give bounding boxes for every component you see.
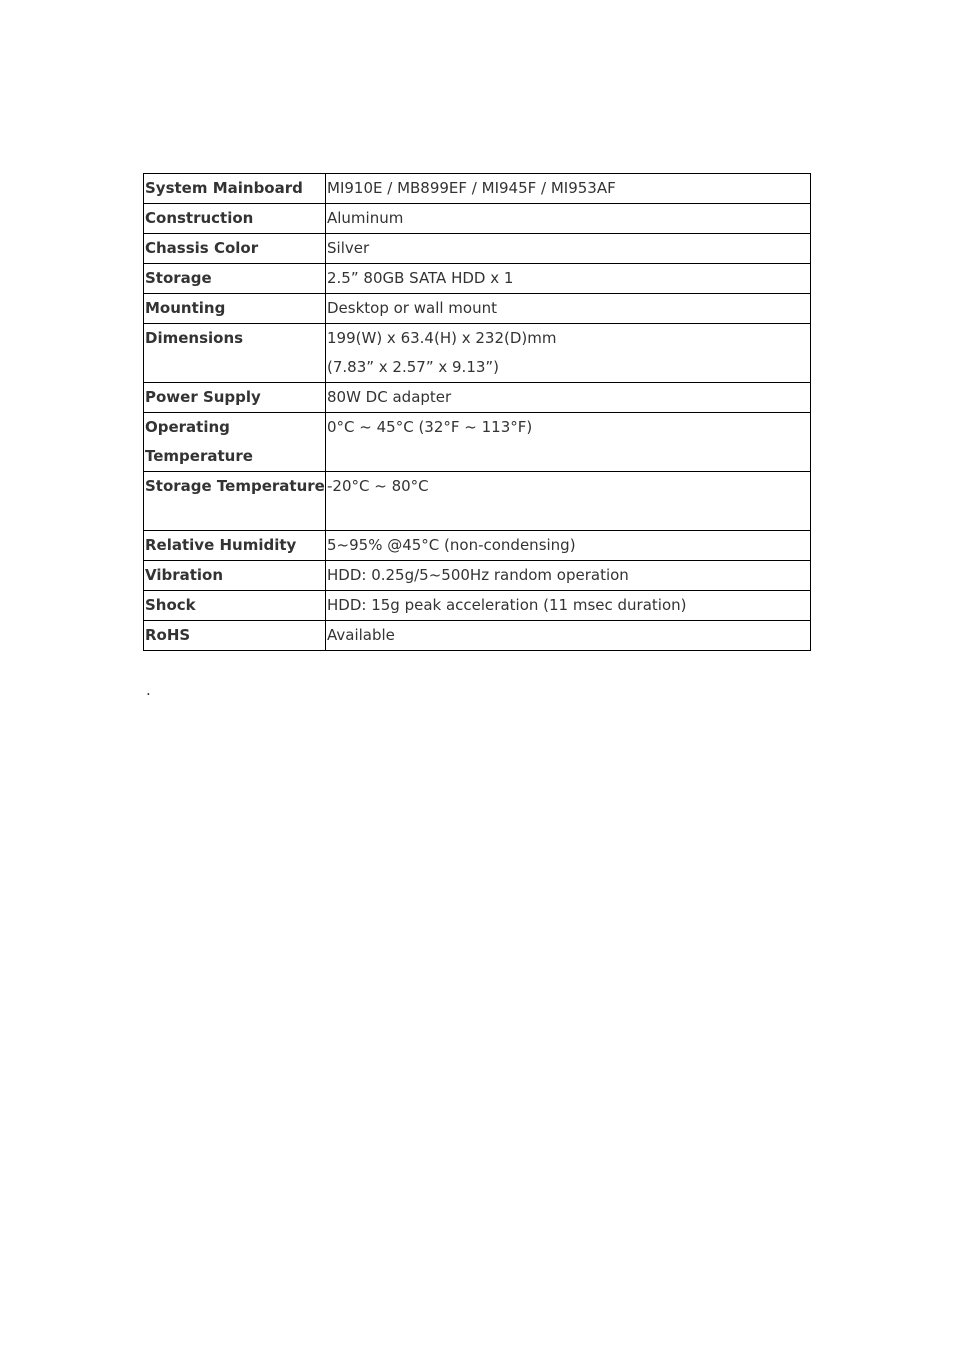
table-row xyxy=(144,234,811,264)
spec-label: Vibration xyxy=(144,561,326,591)
spec-label: System Mainboard xyxy=(144,174,326,204)
spec-value: -20°C ~ 80°C xyxy=(326,472,811,531)
spec-label: Dimensions xyxy=(144,324,326,383)
spec-value: MI910E / MB899EF / MI945F / MI953AF xyxy=(326,174,811,204)
spec-label: Relative Humidity xyxy=(144,531,326,561)
spec-value: 80W DC adapter xyxy=(326,383,811,413)
table-row xyxy=(144,174,811,204)
table-row xyxy=(144,413,811,472)
table-row xyxy=(144,472,811,531)
spec-value: Silver xyxy=(326,234,811,264)
table-row xyxy=(144,591,811,621)
spec-label: Storage xyxy=(144,264,326,294)
spec-label: Mounting xyxy=(144,294,326,324)
spec-value: Aluminum xyxy=(326,204,811,234)
table-row xyxy=(144,561,811,591)
table-row xyxy=(144,294,811,324)
spec-label: Storage Temperature xyxy=(144,472,326,531)
spec-value: HDD: 0.25g/5~500Hz random operation xyxy=(326,561,811,591)
table-row xyxy=(144,264,811,294)
spec-label: Chassis Color xyxy=(144,234,326,264)
trailing-text: . xyxy=(146,681,151,699)
table-row xyxy=(144,621,811,651)
spec-value: HDD: 15g peak acceleration (11 msec duration) xyxy=(326,591,811,621)
spec-value: Desktop or wall mount xyxy=(326,294,811,324)
spec-value: 2.5” 80GB SATA HDD x 1 xyxy=(326,264,811,294)
spec-label: Power Supply xyxy=(144,383,326,413)
spec-value: 199(W) x 63.4(H) x 232(D)mm (7.83” x 2.57” x 9.13”) xyxy=(326,324,811,383)
table-row xyxy=(144,383,811,413)
table-row xyxy=(144,204,811,234)
specifications-table xyxy=(143,173,811,651)
spec-label: RoHS xyxy=(144,621,326,651)
spec-value: 0°C ~ 45°C (32°F ~ 113°F) xyxy=(326,413,811,472)
spec-value: Available xyxy=(326,621,811,651)
spec-label: Operating Temperature xyxy=(144,413,326,472)
spec-label: Construction xyxy=(144,204,326,234)
spec-label: Shock xyxy=(144,591,326,621)
table-row xyxy=(144,531,811,561)
spec-value: 5~95% @45°C (non-condensing) xyxy=(326,531,811,561)
table-row xyxy=(144,324,811,383)
